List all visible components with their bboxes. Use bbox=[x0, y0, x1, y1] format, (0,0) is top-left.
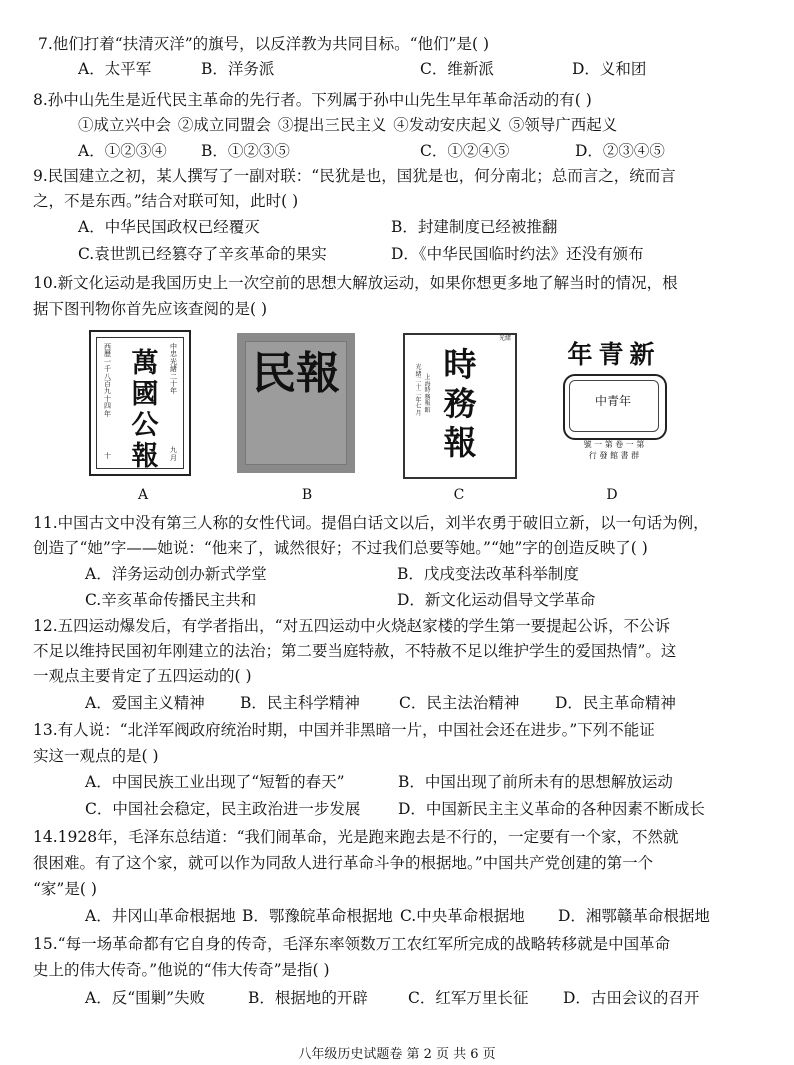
picture-shiwu-bao[interactable] bbox=[403, 333, 517, 479]
q8-items: ①成立兴中会 ②成立同盟会 ③提出三民主义 ④发动安庆起义 ⑤领导广西起义 bbox=[78, 116, 618, 134]
q12-stem-line1: 12.五四运动爆发后，有学者指出，“对五四运动中火烧赵家楼的学生第一要提起公诉，不公诉 bbox=[33, 617, 671, 635]
q9-option-c[interactable]: C.袁世凯已经篡夺了辛亥革命的果实 bbox=[78, 245, 327, 263]
q8-options bbox=[0, 140, 794, 164]
pic-c-top-mark: 光緒 bbox=[498, 335, 511, 342]
pic-caption-c: C bbox=[453, 487, 465, 503]
q15-stem-line2: 史上的伟大传奇。”他说的“伟大传奇”是指( ) bbox=[33, 961, 330, 979]
pic-caption-b: B bbox=[301, 487, 313, 503]
q11-option-c[interactable]: C.辛亥革命传播民主共和 bbox=[85, 591, 257, 609]
q14-stem-line1: 14.1928年，毛泽东总结道：“我们闹革命，光是跑来跑去是不行的，一定要有一个家，不然就 bbox=[33, 828, 679, 846]
q11-option-d[interactable]: D．新文化运动倡导文学革命 bbox=[397, 591, 596, 609]
q8-option-c[interactable]: C．①②④⑤ bbox=[420, 142, 510, 160]
pic-a-bottom-left: 十 bbox=[104, 451, 111, 460]
q9-option-b[interactable]: B．封建制度已经被推翻 bbox=[391, 218, 558, 236]
q14-option-a[interactable]: A．井冈山革命根据地 bbox=[85, 907, 236, 925]
q15-stem-line1: 15.“每一场革命都有它自身的传奇，毛泽东率领数万工农红军所完成的战略转移就是中国革命 bbox=[33, 935, 671, 953]
pic-c-small-column-2: 上海時務報館 bbox=[424, 374, 431, 414]
q12-option-c[interactable]: C．民主法治精神 bbox=[399, 694, 520, 712]
q7-stem: 7.他们打着“扶清灭洋”的旗号，以反洋教为共同目标。“他们”是( ) bbox=[38, 35, 490, 53]
q15-option-c[interactable]: C．红军万里长征 bbox=[408, 989, 529, 1007]
q9-options-row1 bbox=[0, 216, 794, 240]
pic-a-left-column: 西歷一千八百九十四年 bbox=[104, 343, 111, 418]
q9-options-row2 bbox=[0, 243, 794, 267]
q11-stem-line2: 创造了“她”字——她说：“他来了，诚然很好；不过我们总要等她。”“她”字的创造反映了( ) bbox=[33, 539, 648, 557]
q12-stem-line3: 一观点主要肯定了五四运动的( ) bbox=[33, 667, 252, 685]
q13-stem-line1: 13.有人说：“北洋军阀政府统治时期，中国并非黑暗一片，中国社会还在进步。”下列不能证 bbox=[33, 721, 655, 739]
q13-option-a[interactable]: A．中国民族工业出现了“短暂的春天” bbox=[85, 773, 345, 791]
q7-option-d[interactable]: D．义和团 bbox=[572, 60, 647, 78]
q10-stem-line2: 据下图刊物你首先应该查阅的是( ) bbox=[33, 300, 268, 318]
q14-option-c[interactable]: C.中央革命根据地 bbox=[400, 907, 525, 925]
q12-option-a[interactable]: A．爱国主义精神 bbox=[85, 694, 205, 712]
page-footer: 八年级历史试题卷 第 2 页 共 6 页 bbox=[298, 1047, 496, 1062]
pic-a-bottom-right: 九月 bbox=[170, 446, 177, 462]
q7-options bbox=[0, 58, 794, 82]
q8-stem: 8.孙中山先生是近代民主革命的先行者。下列属于孙中山先生早年革命活动的有( ) bbox=[33, 91, 592, 109]
q14-stem-line2: 很困难。有了这个家，就可以作为同敌人进行革命斗争的根据地。”中国共产党创建的第一个 bbox=[33, 854, 654, 872]
picture-min-bao[interactable] bbox=[237, 333, 355, 473]
pic-caption-a: A bbox=[137, 487, 149, 503]
picture-wanguo-gongbao[interactable] bbox=[89, 330, 191, 476]
q13-option-b[interactable]: B．中国出现了前所未有的思想解放运动 bbox=[398, 773, 673, 791]
pic-a-title: 萬國公報 bbox=[131, 348, 159, 472]
q15-options bbox=[0, 987, 794, 1011]
q13-options-row2 bbox=[0, 798, 794, 822]
q14-options bbox=[0, 905, 794, 929]
q12-options bbox=[0, 692, 794, 716]
q12-stem-line2: 不足以维持民国初年刚建立的法治；第二要当庭特赦，不特赦不足以维护学生的爱国热情”。这 bbox=[33, 642, 677, 660]
q9-option-a[interactable]: A．中华民国政权已经覆灭 bbox=[78, 218, 260, 236]
q8-option-b[interactable]: B．①②③⑤ bbox=[201, 142, 290, 160]
q11-options-row2 bbox=[0, 589, 794, 613]
q12-option-b[interactable]: B．民主科学精神 bbox=[240, 694, 360, 712]
q14-stem-line3: “家”是( ) bbox=[33, 880, 97, 898]
q11-stem-line1: 11.中国古文中没有第三人称的女性代词。提倡白话文以后，刘半农勇于破旧立新，以一句话为例， bbox=[33, 514, 709, 532]
q11-option-b[interactable]: B．戊戌变法改革科举制度 bbox=[397, 565, 579, 583]
pic-d-publisher: 行 發 館 書 群 bbox=[588, 451, 640, 460]
q13-option-d[interactable]: D．中国新民主主义革命的各种因素不断成长 bbox=[398, 800, 705, 818]
q15-option-d[interactable]: D．古田会议的召开 bbox=[563, 989, 700, 1007]
q7-option-c[interactable]: C．维新派 bbox=[420, 60, 494, 78]
q13-option-c[interactable]: C．中国社会稳定，民主政治进一步发展 bbox=[85, 800, 361, 818]
pic-caption-d: D bbox=[606, 487, 618, 503]
q12-option-d[interactable]: D．民主革命精神 bbox=[555, 694, 676, 712]
picture-xin-qingnian[interactable] bbox=[553, 340, 675, 462]
q10-stem-line1: 10.新文化运动是我国历史上一次空前的思想大解放运动，如果你想更多地了解当时的情况，根 bbox=[33, 274, 678, 292]
q7-option-b[interactable]: B．洋务派 bbox=[201, 60, 275, 78]
q8-option-d[interactable]: D．②③④⑤ bbox=[575, 142, 665, 160]
q7-option-a[interactable]: A．太平军 bbox=[78, 60, 152, 78]
q11-option-a[interactable]: A．洋务运动创办新式学堂 bbox=[85, 565, 267, 583]
pic-d-title: 年青新 bbox=[567, 340, 661, 369]
pic-b-title: 民報 bbox=[252, 348, 340, 399]
q13-options-row1 bbox=[0, 771, 794, 795]
q14-option-d[interactable]: D．湘鄂赣革命根据地 bbox=[558, 907, 710, 925]
pic-a-right-column: 中忠光緒二十年 bbox=[170, 343, 177, 396]
pic-d-issue: 號 一 第 卷 一 第 bbox=[583, 440, 645, 449]
q13-stem-line2: 实这一观点的是( ) bbox=[33, 747, 159, 765]
q9-option-d[interactable]: D．《中华民国临时约法》还没有颁布 bbox=[391, 245, 644, 263]
q8-option-a[interactable]: A．①②③④ bbox=[78, 142, 167, 160]
q9-stem-line2: 之，不是东西。”结合对联可知，此时( ) bbox=[33, 192, 299, 210]
q14-option-b[interactable]: B．鄂豫皖革命根据地 bbox=[242, 907, 393, 925]
pic-c-small-column-1: 光緒二十二年七月 bbox=[415, 364, 422, 417]
q15-option-a[interactable]: A．反“围剿”失败 bbox=[85, 989, 206, 1007]
pic-d-center-mark: 中青年 bbox=[594, 394, 631, 408]
q9-stem-line1: 9.民国建立之初，某人撰写了一副对联：“民犹是也，国犹是也，何分南北；总而言之，统而言 bbox=[33, 167, 676, 185]
q15-option-b[interactable]: B．根据地的开辟 bbox=[248, 989, 368, 1007]
pic-c-title: 時務報 bbox=[443, 345, 477, 462]
q11-options-row1 bbox=[0, 563, 794, 587]
